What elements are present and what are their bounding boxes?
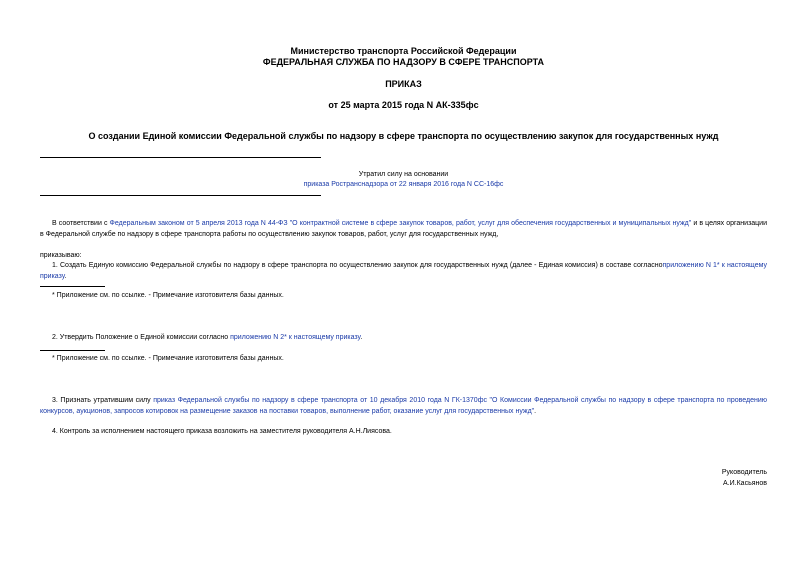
signature-position: Руководитель [721, 469, 767, 476]
doc-type: ПРИКАЗ [385, 79, 422, 89]
divider-top [40, 157, 321, 158]
item-3-end: . [534, 407, 537, 415]
item-2-text: 2. Утвердить Положение о Единой комиссии согласно [52, 334, 231, 341]
item-2-end: . [360, 334, 363, 341]
item-2 [40, 333, 767, 344]
status-text: Утратил силу на основании [358, 171, 449, 178]
item-1 [40, 261, 767, 282]
orders-word: приказываю: [40, 252, 82, 259]
revoked-order-link[interactable]: приказ Федеральной службы по надзору в сфере транспорта от 10 декабря 2010 года N ГК-1370фс "О Комиссии Федеральной службы по надзору в сфере транспорта по проведению конкурсов, аукционов, запросов котировок на размещение заказов на поставки товаров, выполнение работ, оказание услуг для государственных нужд" [40, 397, 767, 415]
doc-title: О создании Единой комиссии Федеральной службы по надзору в сфере транспорта по осуществлению закупок для государственных нужд [88, 131, 719, 141]
item-1-end: . [64, 272, 67, 280]
preamble-paragraph [40, 219, 767, 240]
appendix-1-link[interactable]: приложению N 1* к настоящему приказу [40, 262, 767, 280]
footnote-2: * Приложение см. по ссылке. - Примечание изготовителя базы данных. [52, 355, 284, 362]
footnote-rule-1 [40, 286, 105, 287]
preamble-text-a: В соответствии с [52, 220, 110, 227]
item-3-text: 3. Признать утратившим силу [52, 397, 154, 404]
federal-law-link[interactable]: Федеральным законом от 5 апреля 2013 года N 44-ФЗ "О контрактной системе в сфере закупок товаров, работ, услуг для обеспечения государственных и муниципальных нужд" [109, 220, 692, 227]
footnote-1: * Приложение см. по ссылке. - Примечание изготовителя базы данных. [52, 292, 284, 299]
signature-name: А.И.Касьянов [723, 480, 767, 487]
footnote-rule-2 [40, 350, 105, 351]
appendix-2-link[interactable]: приложению N 2* к настоящему приказу [230, 334, 361, 341]
service-name: ФЕДЕРАЛЬНАЯ СЛУЖБА ПО НАДЗОРУ В СФЕРЕ ТРАНСПОРТА [262, 57, 545, 67]
item-3 [40, 396, 767, 417]
item-1-text: 1. Создать Единую комиссию Федеральной службы по надзору в сфере транспорта по осуществлению закупок для государственных нужд (далее - Единая комиссия) в составе согласно [52, 262, 663, 269]
item-4: 4. Контроль за исполнением настоящего приказа возложить на заместителя руководителя А.Н.Лиясова. [52, 428, 392, 435]
doc-date-number: от 25 марта 2015 года N АК-335фс [328, 100, 479, 110]
ministry-name: Министерство транспорта Российской Федерации [290, 46, 517, 56]
preamble-text-b: и в целях организации в Федеральной службе по надзору в сфере транспорта работы по осуществлению закупок товаров, работ, услуг для государственных нужд, [40, 220, 767, 238]
status-link[interactable]: приказа Ространснадзора от 22 января 2016 года N СС-16фс [303, 181, 504, 188]
divider-bottom [40, 195, 321, 196]
